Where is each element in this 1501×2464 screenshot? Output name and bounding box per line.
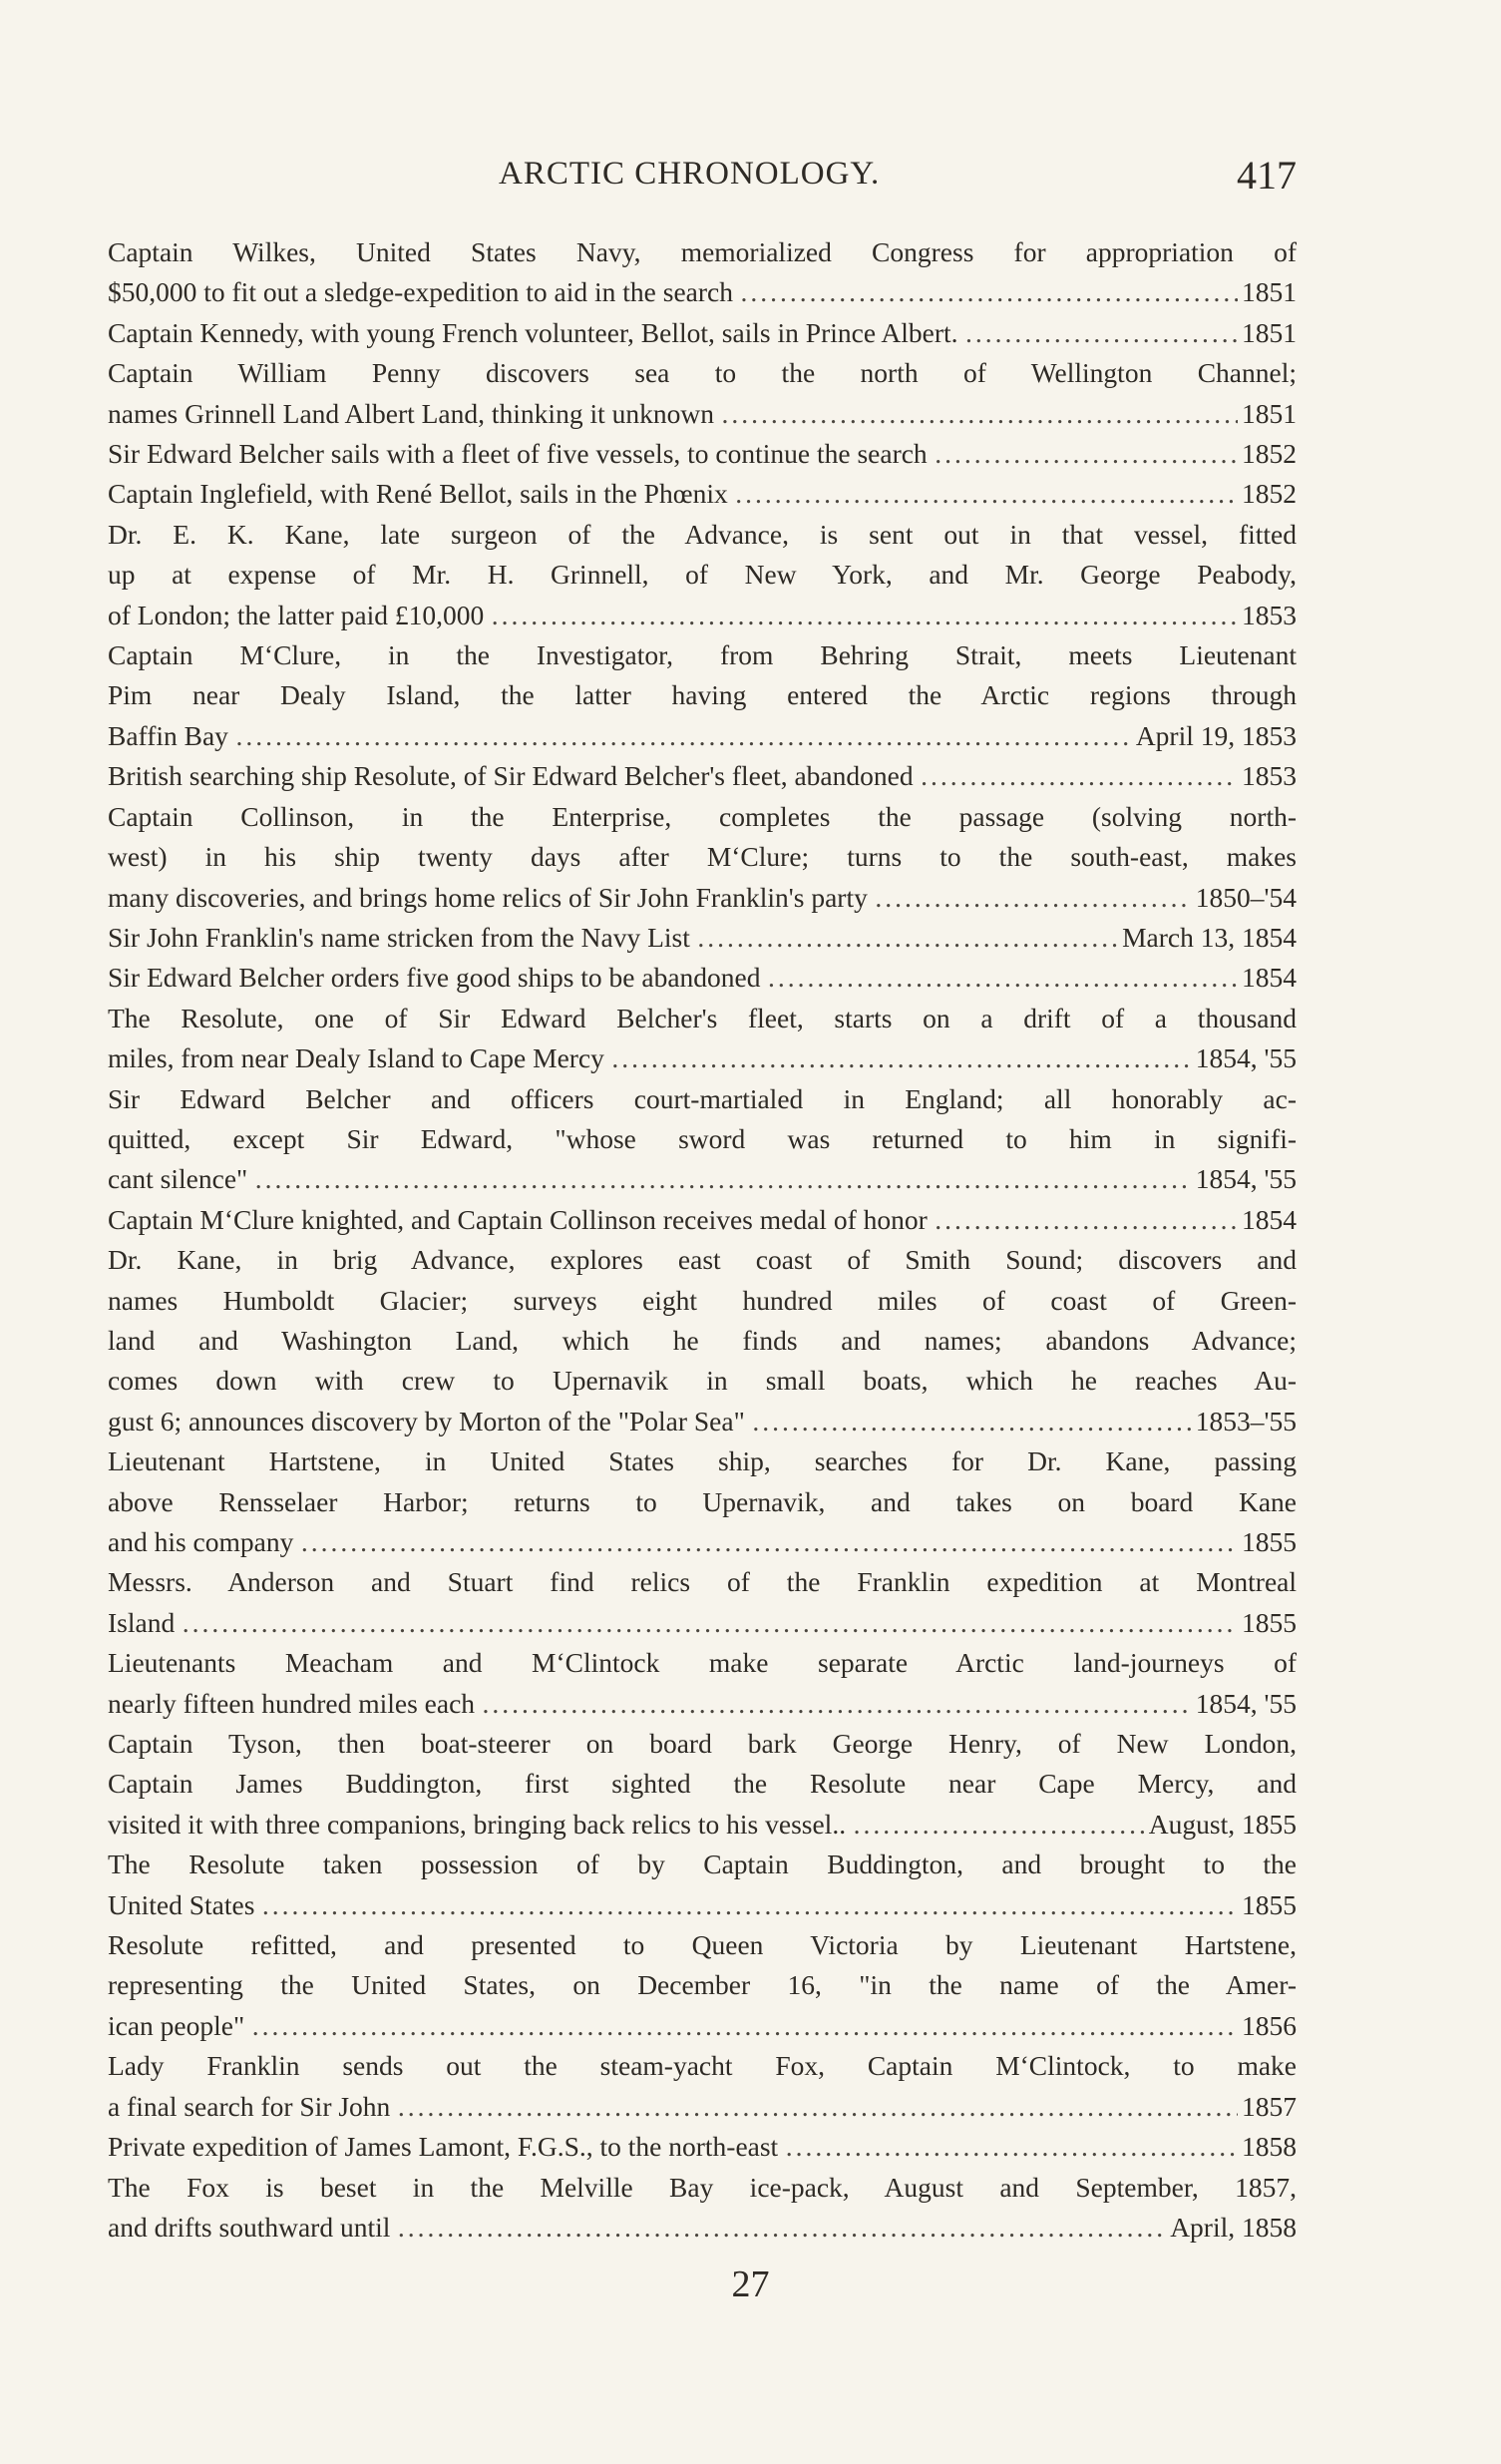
entry-text: and drifts southward until bbox=[108, 2211, 391, 2243]
entry-line bbox=[108, 1441, 1297, 1481]
entry-text: Captain Wilkes, United States Navy, memorialized Congress for appropriation of bbox=[108, 236, 1297, 267]
dot-leader bbox=[932, 1200, 1238, 1240]
chronology-entry bbox=[108, 999, 1297, 1079]
entry-text: The Fox is beset in the Melville Bay ice-pack, August and September, 1857, bbox=[108, 2171, 1297, 2203]
entry-text: ican people" bbox=[108, 2009, 245, 2041]
entry-line bbox=[108, 675, 1297, 715]
entry-line bbox=[108, 1684, 1297, 1724]
entry-line bbox=[108, 1079, 1297, 1119]
entry-line bbox=[108, 555, 1297, 595]
entry-line bbox=[108, 958, 1297, 998]
dot-leader bbox=[918, 756, 1238, 796]
dot-leader bbox=[608, 1038, 1192, 1078]
dot-leader bbox=[297, 1522, 1238, 1562]
entry-date: 1852 bbox=[1242, 438, 1297, 470]
entry-text: above Rensselaer Harbor; returns to Upernavik, and takes on board Kane bbox=[108, 1485, 1297, 1517]
chronology-entry bbox=[108, 474, 1297, 514]
entry-date: 1855 bbox=[1242, 1606, 1297, 1638]
entry-date: 1853 bbox=[1242, 760, 1297, 792]
entry-date: March 13, 1854 bbox=[1122, 921, 1297, 953]
entry-line bbox=[108, 837, 1297, 877]
entry-date: 1853–'55 bbox=[1195, 1405, 1297, 1437]
chronology-entry bbox=[108, 1845, 1297, 1925]
entry-text: Captain Inglefield, with René Bellot, sails in the Phœnix bbox=[108, 478, 728, 510]
entry-text: representing the United States, on December 16, "in the name of the Amer- bbox=[108, 1969, 1297, 2001]
entry-line bbox=[108, 918, 1297, 958]
entry-text: nearly fifteen hundred miles each bbox=[108, 1687, 476, 1719]
entry-line bbox=[108, 1885, 1297, 1925]
entry-text: visited it with three companions, bringing back relics to his vessel.. bbox=[108, 1808, 847, 1840]
entry-line bbox=[108, 232, 1297, 272]
chronology-entry bbox=[108, 2168, 1297, 2249]
entry-text: Sir John Franklin's name stricken from the Navy List bbox=[108, 921, 690, 953]
entry-date: 1855 bbox=[1242, 1526, 1297, 1557]
chronology-entry bbox=[108, 2127, 1297, 2167]
entry-text: British searching ship Resolute, of Sir Edward Belcher's fleet, abandoned bbox=[108, 760, 914, 792]
dot-leader bbox=[479, 1684, 1192, 1724]
entry-date: August, 1855 bbox=[1148, 1808, 1297, 1840]
chronology-entry bbox=[108, 1200, 1297, 1240]
entry-line bbox=[108, 1805, 1297, 1845]
dot-leader bbox=[248, 2006, 1238, 2046]
entry-text: quitted, except Sir Edward, "whose sword was returned to him in signifi- bbox=[108, 1122, 1297, 1154]
dot-leader bbox=[782, 2127, 1238, 2167]
entry-text: Sir Edward Belcher orders five good ships to be abandoned bbox=[108, 962, 761, 994]
entry-date: 1855 bbox=[1242, 1888, 1297, 1920]
entry-text: United States bbox=[108, 1888, 255, 1920]
entry-line bbox=[108, 1361, 1297, 1401]
entry-text: Lieutenants Meacham and M‘Clintock make separate Arctic land-journeys of bbox=[108, 1647, 1297, 1679]
entry-text: names Grinnell Land Albert Land, thinking it unknown bbox=[108, 397, 714, 429]
entry-line bbox=[108, 1119, 1297, 1159]
entry-line bbox=[108, 716, 1297, 756]
dot-leader bbox=[394, 2087, 1238, 2127]
entry-text: Resolute refitted, and presented to Queen Victoria by Lieutenant Hartstene, bbox=[108, 1929, 1297, 1961]
entry-line bbox=[108, 272, 1297, 312]
entry-line bbox=[108, 1724, 1297, 1764]
dot-leader bbox=[749, 1402, 1192, 1441]
dot-leader bbox=[932, 434, 1238, 474]
entry-text: The Resolute, one of Sir Edward Belcher's fleet, starts on a drift of a thousand bbox=[108, 1002, 1297, 1033]
entry-text: a final search for Sir John bbox=[108, 2090, 391, 2122]
entry-text: of London; the latter paid £10,000 bbox=[108, 599, 485, 630]
entry-text: Private expedition of James Lamont, F.G.S., to the north-east bbox=[108, 2131, 779, 2163]
entry-text: Captain Tyson, then boat-steerer on board bark George Henry, of New London, bbox=[108, 1728, 1297, 1760]
dot-leader bbox=[258, 1885, 1238, 1925]
dot-leader bbox=[179, 1603, 1238, 1643]
entry-date: 1858 bbox=[1242, 2131, 1297, 2163]
entry-date: 1851 bbox=[1242, 397, 1297, 429]
dot-leader bbox=[850, 1805, 1145, 1845]
entry-date: 1854, '55 bbox=[1195, 1042, 1297, 1074]
entry-line bbox=[108, 2168, 1297, 2208]
entry-text: Captain Kennedy, with young French volunteer, Bellot, sails in Prince Albert. bbox=[108, 316, 958, 348]
entry-date: 1854 bbox=[1242, 1203, 1297, 1235]
entry-date: 1854 bbox=[1242, 962, 1297, 994]
entry-line bbox=[108, 2127, 1297, 2167]
chronology-entry bbox=[108, 515, 1297, 635]
entry-text: Captain M‘Clure, in the Investigator, from Behring Strait, meets Lieutenant bbox=[108, 639, 1297, 671]
entry-line bbox=[108, 596, 1297, 635]
entry-text: Captain M‘Clure knighted, and Captain Collinson receives medal of honor bbox=[108, 1203, 928, 1235]
chronology-entry bbox=[108, 434, 1297, 474]
entry-date: 1857 bbox=[1242, 2090, 1297, 2122]
entry-date: 1853 bbox=[1242, 599, 1297, 630]
entry-line bbox=[108, 1281, 1297, 1321]
entry-date: 1854, '55 bbox=[1195, 1163, 1297, 1195]
entry-text: up at expense of Mr. H. Grinnell, of New York, and Mr. George Peabody, bbox=[108, 559, 1297, 591]
entry-date: 1850–'54 bbox=[1195, 881, 1297, 913]
entry-line bbox=[108, 515, 1297, 555]
chronology-list bbox=[108, 232, 1297, 2248]
entry-text: gust 6; announces discovery by Morton of the "Polar Sea" bbox=[108, 1405, 745, 1437]
entry-date: 1852 bbox=[1242, 478, 1297, 510]
entry-line bbox=[108, 1240, 1297, 1280]
entry-date: April 19, 1853 bbox=[1135, 719, 1297, 751]
entry-line bbox=[108, 1482, 1297, 1522]
entry-text: Sir Edward Belcher and officers court-martialed in England; all honorably ac- bbox=[108, 1082, 1297, 1114]
page-number: 417 bbox=[1237, 153, 1297, 198]
dot-leader bbox=[488, 596, 1238, 635]
entry-date: 1854, '55 bbox=[1195, 1687, 1297, 1719]
chronology-entry bbox=[108, 2046, 1297, 2127]
entry-date: 1856 bbox=[1242, 2009, 1297, 2041]
entry-text: $50,000 to fit out a sledge-expedition to aid in the search bbox=[108, 276, 733, 308]
entry-text: Captain James Buddington, first sighted the Resolute near Cape Mercy, and bbox=[108, 1768, 1297, 1800]
entry-line bbox=[108, 1562, 1297, 1602]
chronology-entry bbox=[108, 1079, 1297, 1200]
entry-line bbox=[108, 1402, 1297, 1441]
chronology-entry bbox=[108, 918, 1297, 958]
entry-line bbox=[108, 999, 1297, 1038]
entry-line bbox=[108, 1845, 1297, 1884]
entry-text: Captain Collinson, in the Enterprise, completes the passage (solving north- bbox=[108, 800, 1297, 832]
entry-text: Island bbox=[108, 1606, 176, 1638]
chronology-entry bbox=[108, 756, 1297, 796]
entry-line bbox=[108, 1643, 1297, 1683]
entry-line bbox=[108, 1038, 1297, 1078]
entry-date: April, 1858 bbox=[1170, 2211, 1297, 2243]
entry-line bbox=[108, 2087, 1297, 2127]
entry-line bbox=[108, 474, 1297, 514]
entry-text: Dr. E. K. Kane, late surgeon of the Advance, is sent out in that vessel, fitted bbox=[108, 518, 1297, 550]
entry-text: Captain William Penny discovers sea to the north of Wellington Channel; bbox=[108, 357, 1297, 389]
entry-text: The Resolute taken possession of by Captain Buddington, and brought to the bbox=[108, 1848, 1297, 1880]
entry-text: land and Washington Land, which he finds and names; abandons Advance; bbox=[108, 1324, 1297, 1356]
entry-line bbox=[108, 878, 1297, 918]
entry-text: many discoveries, and brings home relics of Sir John Franklin's party bbox=[108, 881, 868, 913]
entry-text: Dr. Kane, in brig Advance, explores east coast of Smith Sound; discovers and bbox=[108, 1244, 1297, 1276]
entry-line bbox=[108, 1603, 1297, 1643]
entry-text: Pim near Dealy Island, the latter having entered the Arctic regions through bbox=[108, 679, 1297, 711]
dot-leader bbox=[232, 716, 1132, 756]
entry-text: Messrs. Anderson and Stuart find relics of the Franklin expedition at Montreal bbox=[108, 1566, 1297, 1598]
entry-line bbox=[108, 1321, 1297, 1361]
dot-leader bbox=[718, 394, 1238, 434]
dot-leader bbox=[872, 878, 1192, 918]
dot-leader bbox=[764, 958, 1238, 998]
chronology-entry bbox=[108, 232, 1297, 313]
chronology-entry bbox=[108, 1724, 1297, 1845]
entry-text: Lady Franklin sends out the steam-yacht Fox, Captain M‘Clintock, to make bbox=[108, 2050, 1297, 2082]
entry-line bbox=[108, 1764, 1297, 1804]
entry-line bbox=[108, 353, 1297, 393]
entry-text: Sir Edward Belcher sails with a fleet of five vessels, to continue the search bbox=[108, 438, 928, 470]
chronology-entry bbox=[108, 1441, 1297, 1562]
dot-leader bbox=[737, 272, 1238, 312]
entry-line bbox=[108, 394, 1297, 434]
running-head bbox=[489, 153, 1297, 205]
chronology-entry bbox=[108, 353, 1297, 434]
entry-text: Lieutenant Hartstene, in United States ship, searches for Dr. Kane, passing bbox=[108, 1445, 1297, 1477]
entry-line bbox=[108, 2006, 1297, 2046]
dot-leader bbox=[251, 1159, 1192, 1199]
entry-line bbox=[108, 313, 1297, 353]
running-title: ARCTIC CHRONOLOGY. bbox=[499, 156, 881, 192]
dot-leader bbox=[732, 474, 1238, 514]
entry-text: and his company bbox=[108, 1526, 294, 1557]
chronology-entry bbox=[108, 797, 1297, 918]
signature-mark: 27 bbox=[731, 2263, 770, 2305]
entry-text: cant silence" bbox=[108, 1163, 248, 1195]
entry-line bbox=[108, 756, 1297, 796]
entry-line bbox=[108, 1965, 1297, 2005]
entry-text: west) in his ship twenty days after M‘Clure; turns to the south-east, makes bbox=[108, 841, 1297, 873]
entry-text: names Humboldt Glacier; surveys eight hundred miles of coast of Green- bbox=[108, 1284, 1297, 1316]
dot-leader bbox=[694, 918, 1118, 958]
entry-text: comes down with crew to Upernavik in small boats, which he reaches Au- bbox=[108, 1365, 1297, 1397]
entry-line bbox=[108, 1522, 1297, 1562]
entry-line bbox=[108, 797, 1297, 837]
chronology-entry bbox=[108, 1925, 1297, 2046]
entry-line bbox=[108, 1200, 1297, 1240]
entry-line bbox=[108, 434, 1297, 474]
entry-text: Baffin Bay bbox=[108, 719, 228, 751]
chronology-entry bbox=[108, 1643, 1297, 1724]
entry-line bbox=[108, 1159, 1297, 1199]
entry-date: 1851 bbox=[1242, 276, 1297, 308]
entry-line bbox=[108, 1925, 1297, 1965]
entry-line bbox=[108, 635, 1297, 675]
entry-line bbox=[108, 2046, 1297, 2086]
chronology-entry bbox=[108, 958, 1297, 998]
chronology-entry bbox=[108, 313, 1297, 353]
chronology-entry bbox=[108, 635, 1297, 756]
chronology-entry bbox=[108, 1240, 1297, 1441]
dot-leader bbox=[962, 313, 1238, 353]
dot-leader bbox=[394, 2208, 1166, 2248]
entry-date: 1851 bbox=[1242, 316, 1297, 348]
chronology-entry bbox=[108, 1562, 1297, 1643]
entry-text: miles, from near Dealy Island to Cape Mercy bbox=[108, 1042, 604, 1074]
entry-line bbox=[108, 2208, 1297, 2248]
